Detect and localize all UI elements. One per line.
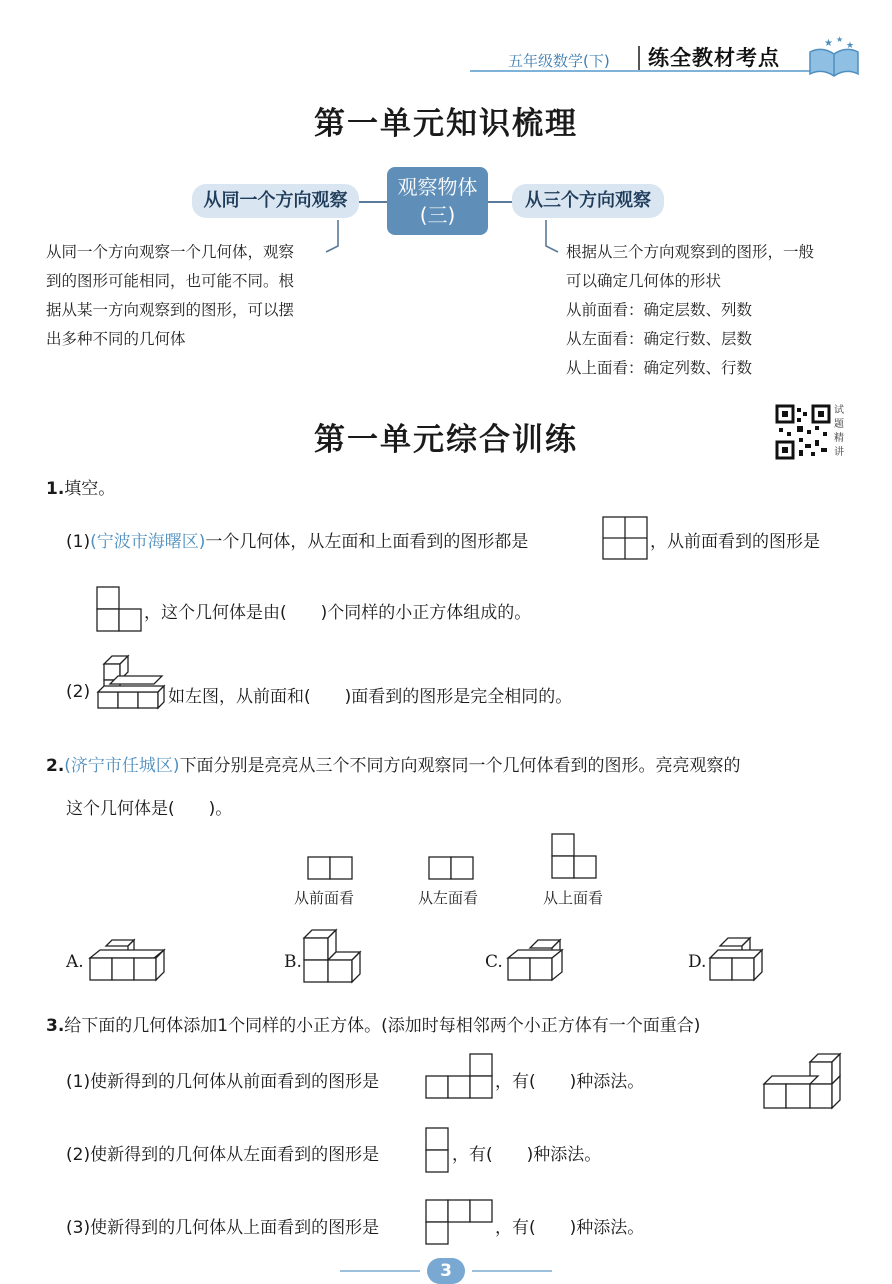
svg-text:★: ★	[846, 41, 855, 51]
rule-front: 从前面看：确定层数、列数	[566, 301, 753, 319]
view-top-figure	[551, 833, 597, 879]
note-line: 从同一个方向观察一个几何体，观察	[46, 243, 295, 261]
question-1-heading	[46, 474, 115, 499]
figure-left-view-target	[425, 1127, 449, 1173]
topic-three-directions: 从三个方向观察	[512, 184, 664, 218]
note-same-direction	[46, 238, 336, 354]
note-line: 可以确定几何体的形状	[566, 272, 722, 290]
part-label: (1)	[66, 1072, 91, 1092]
question-text: 下面分别是亮亮从三个不同方向观察同一个几何体看到的图形。亮亮观察的	[179, 756, 741, 776]
option-c-figure[interactable]	[506, 938, 572, 984]
figure-2x2-square	[602, 516, 648, 560]
qr-caption: 试题精讲	[834, 405, 844, 458]
view-left-caption: 从左面看	[418, 889, 479, 907]
central-topic-line2: (三)	[419, 203, 456, 227]
bracket-right	[536, 218, 566, 258]
option-d-label[interactable]: D.	[688, 952, 707, 972]
footer-rule-right	[472, 1270, 552, 1272]
question-3-part-3-text-b: ，有( )种添法。	[495, 1218, 645, 1238]
question-1-part-2-label: (2)	[66, 682, 91, 702]
part-text: 一个几何体，从左面和上面看到的图形都是	[205, 532, 529, 552]
option-a-label[interactable]: A.	[66, 952, 84, 972]
topic-same-direction: 从同一个方向观察	[192, 184, 359, 218]
connector-left	[358, 201, 388, 203]
part-label: (3)	[66, 1218, 91, 1238]
view-front-figure	[307, 856, 353, 880]
question-2-line-1	[46, 751, 741, 776]
svg-text:★: ★	[836, 35, 844, 44]
figure-front-view-l	[96, 586, 142, 632]
source-tag: (宁波市海曙区)	[90, 532, 206, 552]
note-line: 到的图形可能相同，也可能不同。根	[46, 272, 295, 290]
rule-left: 从左面看：确定行数、层数	[566, 330, 753, 348]
question-2-line-2: 这个几何体是( )。	[66, 799, 233, 819]
part-text: 使新得到的几何体从左面看到的图形是	[90, 1145, 380, 1165]
header-brand: 练全教材考点	[648, 46, 780, 70]
knowledge-section-title: 第一单元知识梳理	[314, 106, 578, 142]
question-3-heading	[46, 1011, 700, 1036]
question-number: 3.	[46, 1016, 65, 1036]
option-d-figure[interactable]	[708, 936, 770, 984]
figure-stacked-cubes	[94, 654, 168, 710]
exercise-section-title: 第一单元综合训练	[314, 422, 578, 458]
question-text: 给下面的几何体添加1个同样的小正方体。(添加时每相邻两个小正方体有一个面重合)	[64, 1016, 701, 1036]
part-text: 使新得到的几何体从上面看到的图形是	[90, 1218, 380, 1238]
page-number: 3	[427, 1258, 465, 1284]
note-line: 据从某一方向观察到的图形，可以摆	[46, 301, 295, 319]
option-b-figure[interactable]	[302, 928, 372, 986]
source-tag: (济宁市任城区)	[64, 756, 180, 776]
view-top-caption: 从上面看	[543, 889, 604, 907]
part-text: 使新得到的几何体从前面看到的图形是	[90, 1072, 380, 1092]
note-line: 出多种不同的几何体	[46, 330, 186, 348]
header-separator	[638, 46, 640, 70]
view-left-figure	[428, 856, 474, 880]
option-b-label[interactable]: B.	[284, 952, 302, 972]
central-topic-line1: 观察物体	[397, 175, 478, 199]
question-1-part-1-line-2: ，这个几何体是由( )个同样的小正方体组成的。	[144, 603, 532, 623]
question-number: 1.	[46, 479, 65, 499]
question-title: 填空。	[64, 479, 116, 499]
figure-top-view-target	[425, 1199, 493, 1245]
question-1-part-2-text: 如左图，从前面和( )面看到的图形是完全相同的。	[168, 687, 573, 707]
connector-right	[487, 201, 513, 203]
rule-top: 从上面看：确定列数、行数	[566, 359, 753, 377]
option-c-label[interactable]: C.	[485, 952, 503, 972]
view-front-caption: 从前面看	[294, 889, 355, 907]
question-number: 2.	[46, 756, 65, 776]
part-label: (1)	[66, 532, 91, 552]
reference-solid-figure	[762, 1050, 842, 1112]
central-topic-box	[387, 167, 488, 235]
note-line: 根据从三个方向观察到的图形，一般	[566, 243, 815, 261]
question-3-part-1-text-a	[66, 1067, 379, 1092]
option-a-figure[interactable]	[88, 938, 170, 984]
question-3-part-2-text-b: ，有( )种添法。	[452, 1145, 602, 1165]
question-3-part-3-text-a	[66, 1213, 379, 1238]
question-1-part-1-line-1	[66, 527, 528, 552]
question-3-part-2-text-a	[66, 1140, 379, 1165]
part-label: (2)	[66, 1145, 91, 1165]
question-1-part-1-line-1b: ，从前面看到的图形是	[650, 532, 820, 552]
footer-rule-left	[340, 1270, 420, 1272]
note-three-directions	[566, 238, 866, 383]
qr-code[interactable]	[775, 404, 831, 460]
figure-front-view-target	[425, 1053, 493, 1099]
open-book-icon	[806, 34, 862, 78]
header-subtitle: 五年级数学(下)	[508, 52, 610, 70]
svg-text:★: ★	[824, 38, 833, 49]
question-3-part-1-text-b: ，有( )种添法。	[495, 1072, 645, 1092]
